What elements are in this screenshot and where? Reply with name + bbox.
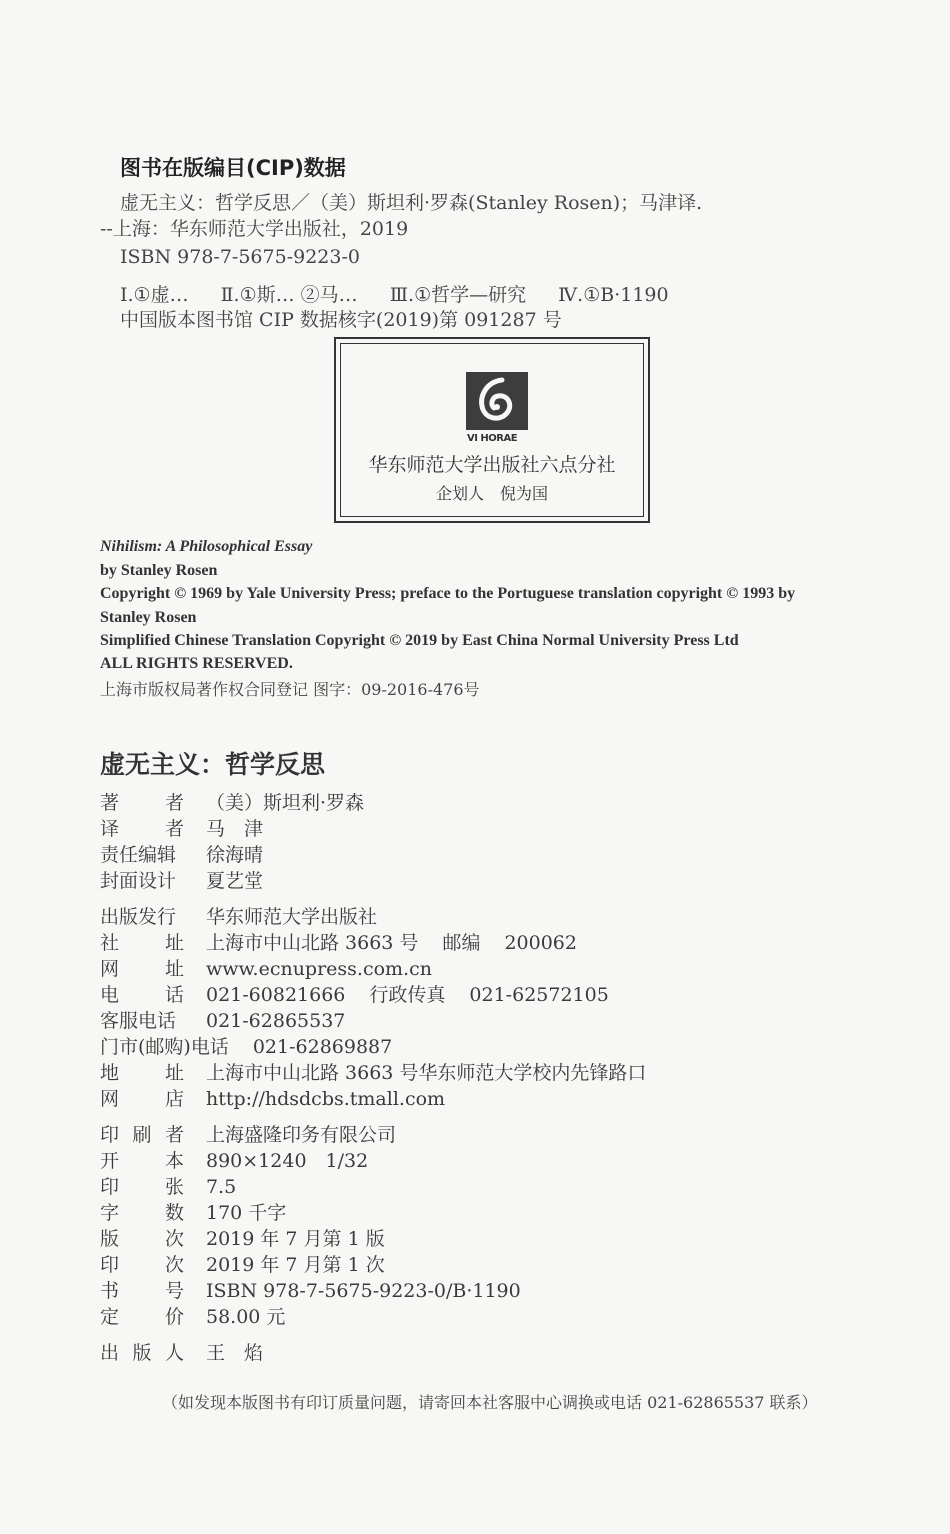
copyright-registration: 上海市版权局著作权合同登记 图字：09-2016-476号 [100, 680, 480, 699]
english-author: by Stanley Rosen [100, 562, 218, 579]
row-edition: 版 次 2019 年 7 月第 1 版 [100, 1228, 385, 1250]
row-address: 社 址 上海市中山北路 3663 号 邮编 200062 [100, 932, 577, 954]
row-phone: 电 话 021-60821666 行政传真 021-62572105 [100, 984, 609, 1006]
row-location: 地 址 上海市中山北路 3663 号华东师范大学校内先锋路口 [100, 1062, 647, 1084]
row-translator: 译 者 马 津 [100, 818, 264, 840]
imprint-planner: 企划人 倪为国 [435, 484, 548, 503]
copyright-line-2: Simplified Chinese Translation Copyright © 2019 by East China Normal University Press Ltd [100, 632, 739, 649]
row-mail: 门市(邮购)电话 021-62869887 [100, 1036, 393, 1058]
cip-line-1: 虚无主义：哲学反思／（美）斯坦利·罗森(Stanley Rosen)；马津译. [120, 192, 703, 214]
row-issuer: 出 版 人 王 焰 [100, 1342, 264, 1364]
rights-reserved: ALL RIGHTS RESERVED. [100, 655, 293, 672]
row-format: 开 本 890×1240 1/32 [100, 1150, 369, 1172]
row-cover: 封面设计 夏艺堂 [100, 870, 264, 892]
imprint-box [334, 337, 650, 523]
row-isbn: 书 号 ISBN 978-7-5675-9223-0/B·1190 [100, 1280, 521, 1302]
row-website: 网 址 www.ecnupress.com.cn [100, 958, 432, 980]
row-words: 字 数 170 千字 [100, 1202, 287, 1224]
row-shop: 网 店 http://hdsdcbs.tmall.com [100, 1088, 446, 1110]
cip-heading: 图书在版编目(CIP)数据 [120, 156, 346, 180]
row-author: 著 者 （美）斯坦利·罗森 [100, 792, 365, 814]
row-sheets: 印 张 7.5 [100, 1176, 237, 1198]
copyright-line-1b: Stanley Rosen [100, 609, 197, 626]
english-title: Nihilism: A Philosophical Essay [100, 538, 313, 555]
row-price: 定 价 58.00 元 [100, 1306, 286, 1328]
copyright-line-1: Copyright © 1969 by Yale University Press; preface to the Portuguese translation copyright © 1993 by [100, 585, 796, 602]
row-publisher: 出版发行 华东师范大学出版社 [100, 906, 378, 928]
cip-line-2: --上海：华东师范大学出版社，2019 [100, 218, 409, 240]
cip-classification [120, 280, 695, 307]
row-service: 客服电话 021-62865537 [100, 1010, 346, 1032]
cip-class-1: Ⅰ.①虚… [120, 284, 189, 306]
cip-class-3: Ⅲ.①哲学—研究 [389, 284, 527, 306]
vi-horae-logo-icon [466, 372, 528, 430]
row-editor: 责任编辑 徐海晴 [100, 844, 264, 866]
cip-isbn: ISBN 978-7-5675-9223-0 [120, 246, 360, 268]
row-printer: 印 刷 者 上海盛隆印务有限公司 [100, 1124, 397, 1146]
cip-verify: 中国版本图书馆 CIP 数据核字(2019)第 091287 号 [120, 309, 562, 331]
row-printing: 印 次 2019 年 7 月第 1 次 [100, 1254, 385, 1276]
quality-notice: （如发现本版图书有印订质量问题，请寄回本社客服中心调换或电话 021-62865537 联系） [162, 1393, 818, 1412]
cip-class-2: Ⅱ.①斯… ②马… [220, 284, 358, 306]
logo-caption: VI HORAE [466, 433, 518, 444]
imprint-name: 华东师范大学出版社六点分社 [368, 454, 616, 476]
cip-class-4: Ⅳ.①B·1190 [558, 284, 669, 306]
book-title: 虚无主义：哲学反思 [100, 750, 326, 779]
